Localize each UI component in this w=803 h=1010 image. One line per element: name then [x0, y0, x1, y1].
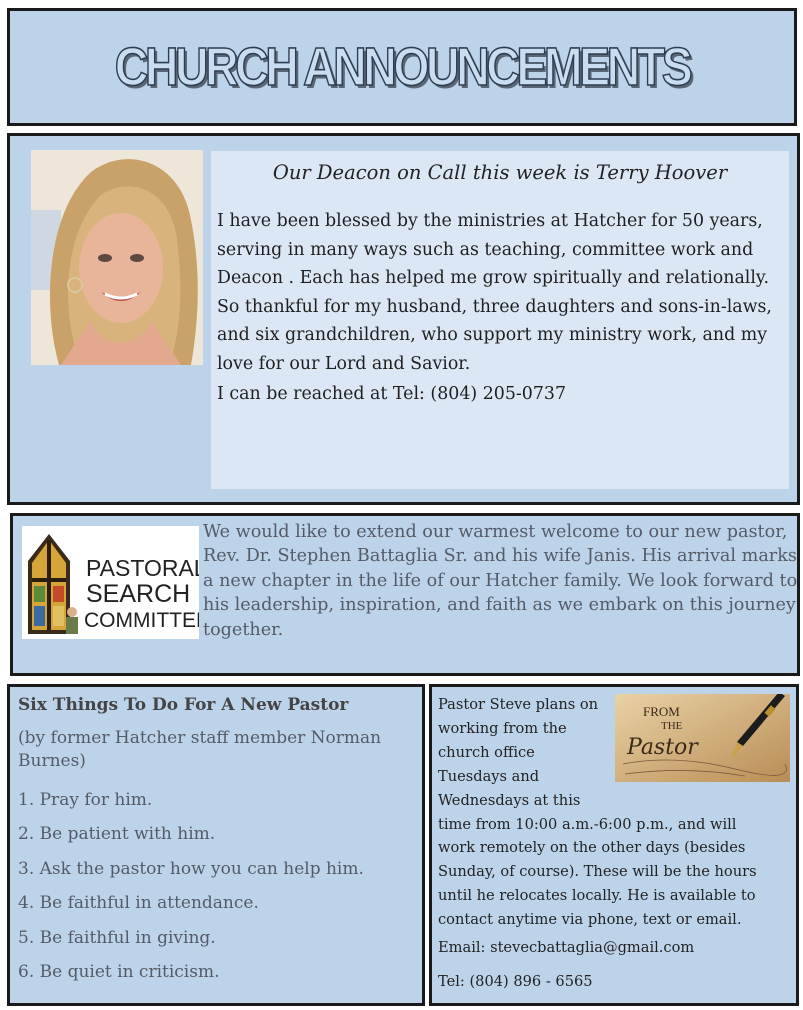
pastor-email[interactable]: Email: stevecbattaglia@gmail.com [438, 939, 695, 956]
pastor-steve-section [429, 684, 799, 1006]
deacon-heading: Our Deacon on Call this week is Terry Hoover [272, 161, 728, 184]
from-label: FROM [643, 704, 680, 719]
list-item: 5. Be faithful in giving. [18, 927, 216, 948]
deacon-photo [31, 150, 203, 365]
deacon-portrait-image [31, 150, 203, 365]
welcome-message: We would like to extend our warmest welcome to our new pastor, Rev. Dr. Stephen Battaglia Sr. and his wife Janis. His arrival marks a new chapter in the life of our Hatcher family. We look forward to his leadership, inspiration, and faith as we embark on this journey together. [203, 522, 798, 640]
schedule-line: Pastor Steve plans on [438, 696, 599, 713]
six-things-list [18, 788, 364, 994]
logo-line-committee: COMMITTEE [84, 609, 199, 632]
list-item: 6. Be quiet in criticism. [18, 961, 220, 982]
schedule-line: work remotely on the other days (besides [438, 839, 746, 857]
list-item: 4. Be faithful in attendance. [18, 893, 259, 914]
pastor-schedule-text [438, 693, 782, 932]
pastor-phone[interactable]: Tel: (804) 896 - 6565 [438, 973, 593, 990]
the-label: THE [661, 720, 683, 732]
logo-line-search: SEARCH [86, 580, 191, 608]
church-window-icon [22, 526, 199, 639]
deacon-contact: I can be reached at Tel: (804) 205-0737 [217, 384, 567, 404]
six-things-subtitle: (by former Hatcher staff member Norman Burnes) [18, 728, 382, 771]
schedule-line: Wednesdays at this [438, 791, 581, 809]
six-things-section [7, 684, 425, 1006]
pastoral-search-committee-logo [22, 526, 199, 639]
schedule-line: working from the [438, 719, 567, 737]
schedule-line: church office [438, 743, 535, 761]
deacon-card [211, 151, 789, 489]
schedule-line: contact anytime via phone, text or email. [438, 911, 742, 929]
deacon-section [7, 133, 800, 505]
list-item: 2. Be patient with him. [18, 824, 216, 845]
logo-line-pastoral: PASTORAL [86, 555, 199, 581]
schedule-line: time from 10:00 a.m.-6:00 p.m., and will [438, 815, 737, 833]
six-things-title: Six Things To Do For A New Pastor [18, 695, 349, 715]
schedule-line: until he relocates locally. He is available to [438, 887, 756, 905]
pastor-label: Pastor [627, 735, 698, 760]
list-item: 1. Pray for him. [18, 790, 153, 810]
list-item: 3. Ask the pastor how you can help him. [18, 858, 364, 879]
page-title: CHURCH ANNOUNCEMENTS [114, 37, 690, 97]
pastor-welcome-section [10, 513, 800, 676]
header-banner [7, 8, 797, 126]
deacon-bio: I have been blessed by the ministries at Hatcher for 50 years, serving in many ways such as teaching, committee work and Deacon . Each has helped me grow spiritually and relationally. So thankful for my husband, three daughters and sons-in-laws, and six grandchildren, who support my ministry work, and my love for our Lord and Savior. [217, 211, 772, 374]
schedule-line: Tuesdays and [438, 767, 540, 785]
schedule-line: Sunday, of course). These will be the hours [438, 863, 757, 881]
